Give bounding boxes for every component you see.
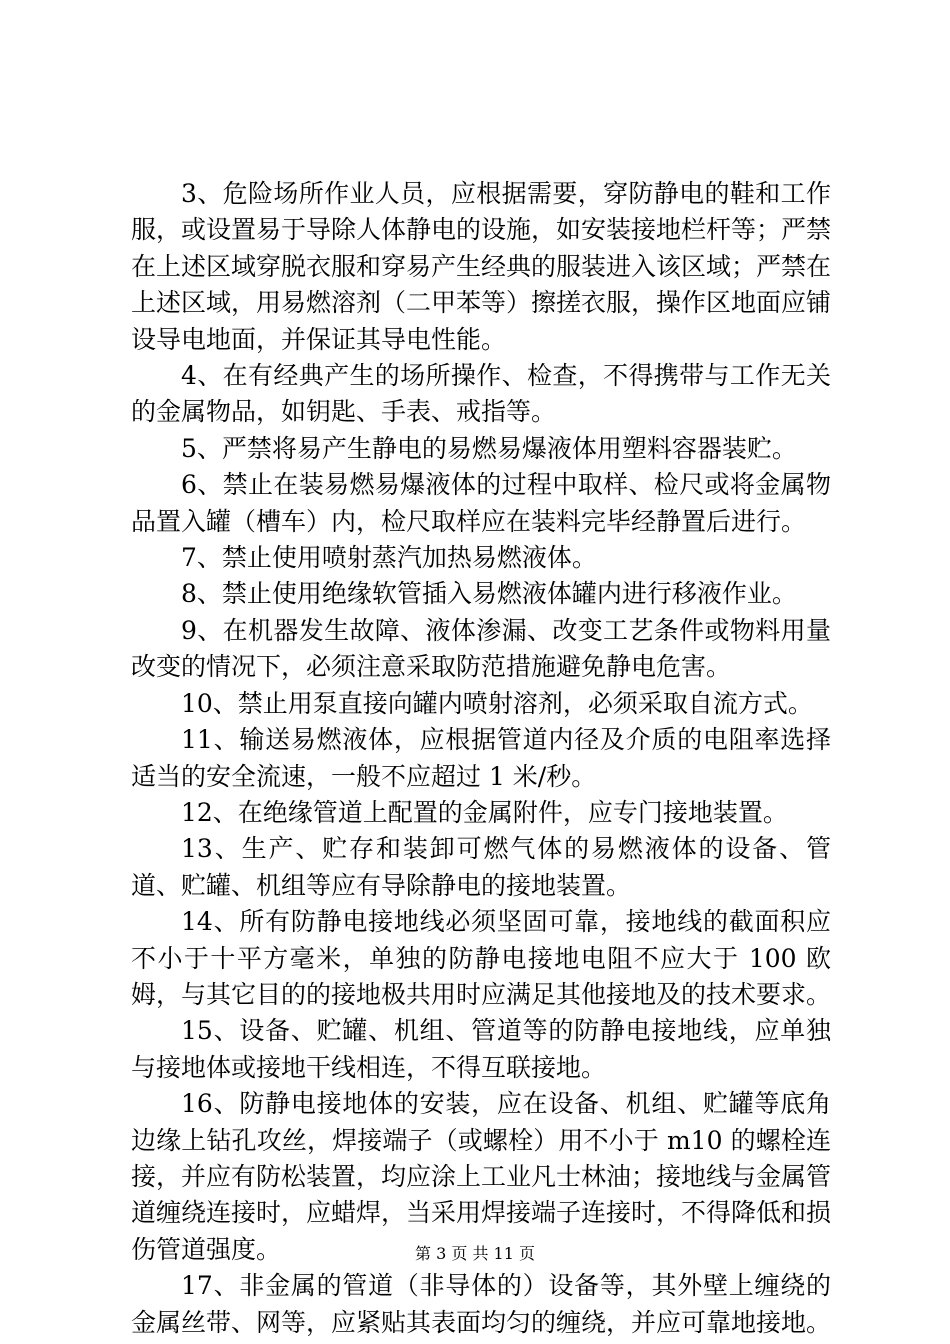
paragraph-item-8: 8、禁止使用绝缘软管插入易燃液体罐内进行移液作业。: [181, 579, 797, 609]
paragraph-item-15: 15、设备、贮罐、机组、管道等的防静电接地线，应单独与接地体或接地干线相连，不得互联接地。: [131, 1016, 831, 1082]
page-number-footer: 第 3 页 共 11 页: [415, 1244, 535, 1263]
paragraph-item-14: 14、所有防静电接地线必须坚固可靠，接地线的截面积应不小于十平方毫米，单独的防静电接地电阻不应大于 100 欧姆，与其它目的的接地极共用时应满足其他接地及的技术要求。: [131, 907, 832, 1009]
paragraph-item-17: 17、非金属的管道（非导体的）设备等，其外壁上缠绕的金属丝带、网等，应紧贴其表面均匀的缠绕，并应可靠地接地。: [131, 1271, 832, 1337]
paragraph-item-11: 11、输送易燃液体，应根据管道内径及介质的电阻率选择适当的安全流速，一般不应超过 1 米/秒。: [131, 725, 831, 791]
paragraph-item-12: 12、在绝缘管道上配置的金属附件，应专门接地装置。: [181, 797, 788, 827]
paragraph-item-13: 13、生产、贮存和装卸可燃气体的易燃液体的设备、管道、贮罐、机组等应有导除静电的接地装置。: [131, 834, 831, 900]
paragraph-item-6: 6、禁止在装易燃易爆液体的过程中取样、检尺或将金属物品置入罐（槽车）内，检尺取样应在装料完毕经静置后进行。: [131, 470, 831, 536]
paragraph-item-4: 4、在有经典产生的场所操作、检查，不得携带与工作无关的金属物品，如钥匙、手表、戒指等。: [131, 361, 831, 427]
paragraph-item-7: 7、禁止使用喷射蒸汽加热易燃液体。: [181, 543, 597, 573]
paragraph-item-3: 3、危险场所作业人员，应根据需要，穿防静电的鞋和工作服，或设置易于导除人体静电的设施，如安装接地栏杆等；严禁在上述区域穿脱衣服和穿易产生经典的服装进入该区域；严禁在上述区域，用易燃溶剂（二甲苯等）擦搓衣服，操作区地面应铺设导电地面，并保证其导电性能。: [131, 179, 832, 354]
paragraph-item-9: 9、在机器发生故障、液体渗漏、改变工艺条件或物料用量改变的情况下，必须注意采取防范措施避免静电危害。: [131, 615, 831, 682]
paragraph-item-5: 5、严禁将易产生静电的易燃易爆液体用塑料容器装贮。: [181, 433, 797, 463]
document-body: [131, 176, 831, 1341]
paragraph-item-16: 16、防静电接地体的安装，应在设备、机组、贮罐等底角边缘上钻孔攻丝，焊接端子（或螺栓）用不小于 m10 的螺栓连接，并应有防松装置，均应涂上工业凡士林油；接地线与金属管道缠绕连接时，应蜡焊，当采用焊接端子连接时，不得降低和损伤管道强度。: [131, 1089, 832, 1264]
paragraph-item-10: 10、禁止用泵直接向罐内喷射溶剂，必须采取自流方式。: [181, 688, 813, 718]
